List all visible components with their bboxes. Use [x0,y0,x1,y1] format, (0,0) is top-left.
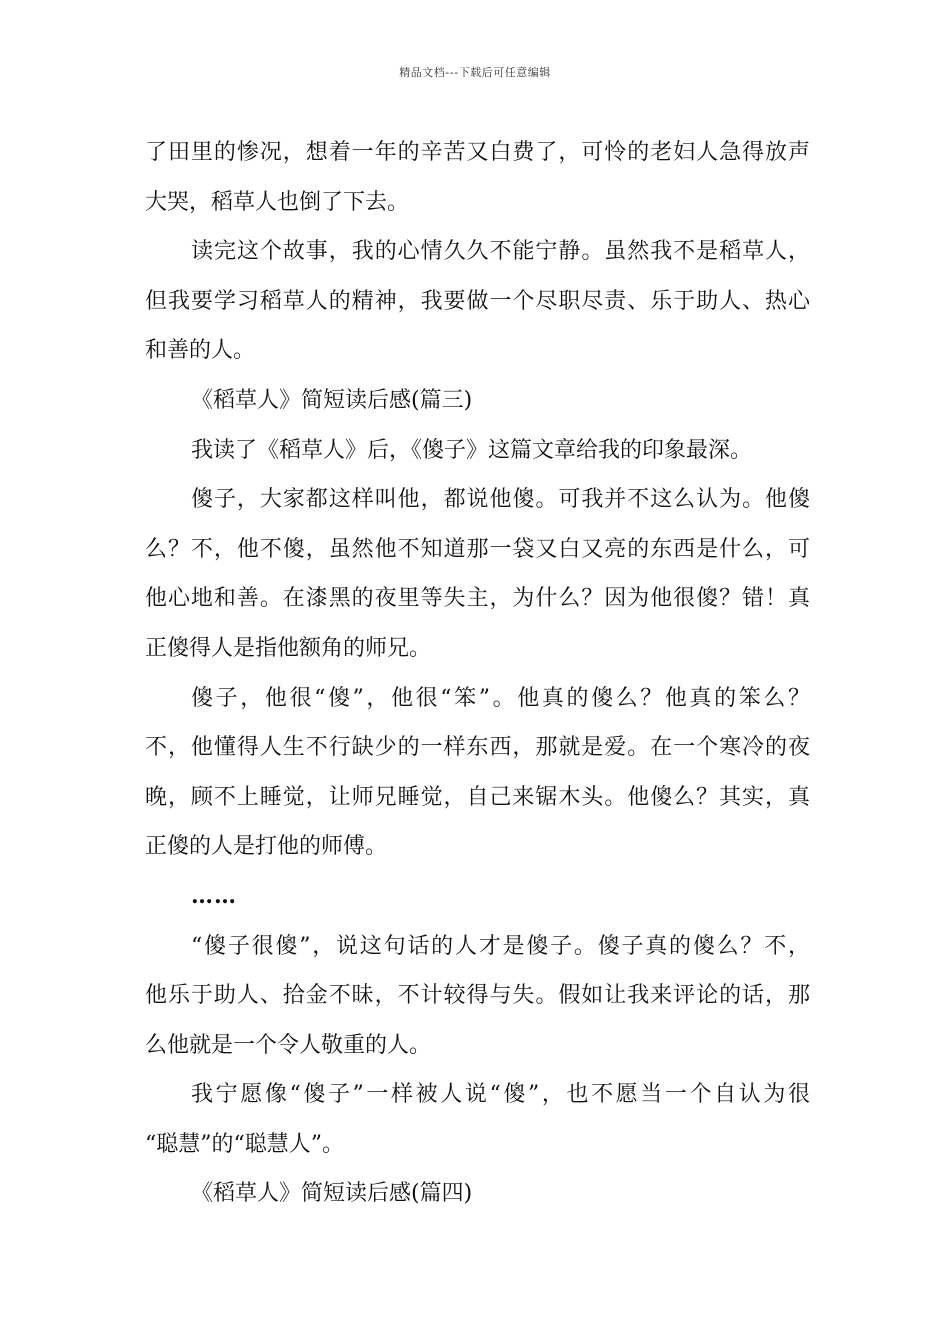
page-header: 精品文档---下载后可任意编辑 [399,66,551,79]
text-line: 正傻得人是指他额角的师兄。 [145,635,432,661]
text-line: 他心地和善。在漆黑的夜里等失主，为什么？因为他很傻？错！真 [145,586,810,612]
text-line: “傻子很傻”，说这句话的人才是傻子。傻子真的傻么？不， [191,933,810,959]
text-line: 不，他懂得人生不行缺少的一样东西，那就是爱。在一个寒冷的夜 [145,735,810,761]
ellipsis-line: …… [191,882,237,909]
text-line: 我宁愿像“傻子”一样被人说“傻”，也不愿当一个自认为很 [191,1082,810,1108]
text-line: 大哭，稻草人也倒了下去。 [145,189,410,215]
text-line: 正傻的人是打他的师傅。 [145,834,388,860]
text-line: 傻子，大家都这样叫他，都说他傻。可我并不这么认为。他傻 [191,487,810,513]
section-heading: 《稻草人》简短读后感(篇四) [191,1181,473,1207]
text-line: 晚，顾不上睡觉，让师兄睡觉，自己来锯木头。他傻么？其实，真 [145,784,810,810]
text-line: “聪慧”的“聪慧人”。 [145,1131,344,1157]
text-line: 读完这个故事，我的心情久久不能宁静。虽然我不是稻草人， [191,239,810,265]
text-line: 了田里的惨况，想着一年的辛苦又白费了，可怜的老妇人急得放声 [145,140,810,165]
text-line: 么他就是一个令人敬重的人。 [145,1032,432,1058]
section-heading: 《稻草人》简短读后感(篇三) [191,387,473,413]
text-line: 我读了《稻草人》后，《傻子》这篇文章给我的印象最深。 [191,437,753,463]
text-line: 他乐于助人、拾金不昧，不计较得与失。假如让我来评论的话，那 [145,983,810,1009]
text-line: 么？不，他不傻，虽然他不知道那一袋又白又亮的东西是什么，可 [145,536,810,562]
document-body [145,128,810,1219]
text-line: 但我要学习稻草人的精神，我要做一个尽职尽责、乐于助人、热心 [145,288,810,314]
text-line: 傻子，他很“傻”，他很“笨”。他真的傻么？他真的笨么？ [191,685,810,711]
text-line: 和善的人。 [145,338,256,364]
